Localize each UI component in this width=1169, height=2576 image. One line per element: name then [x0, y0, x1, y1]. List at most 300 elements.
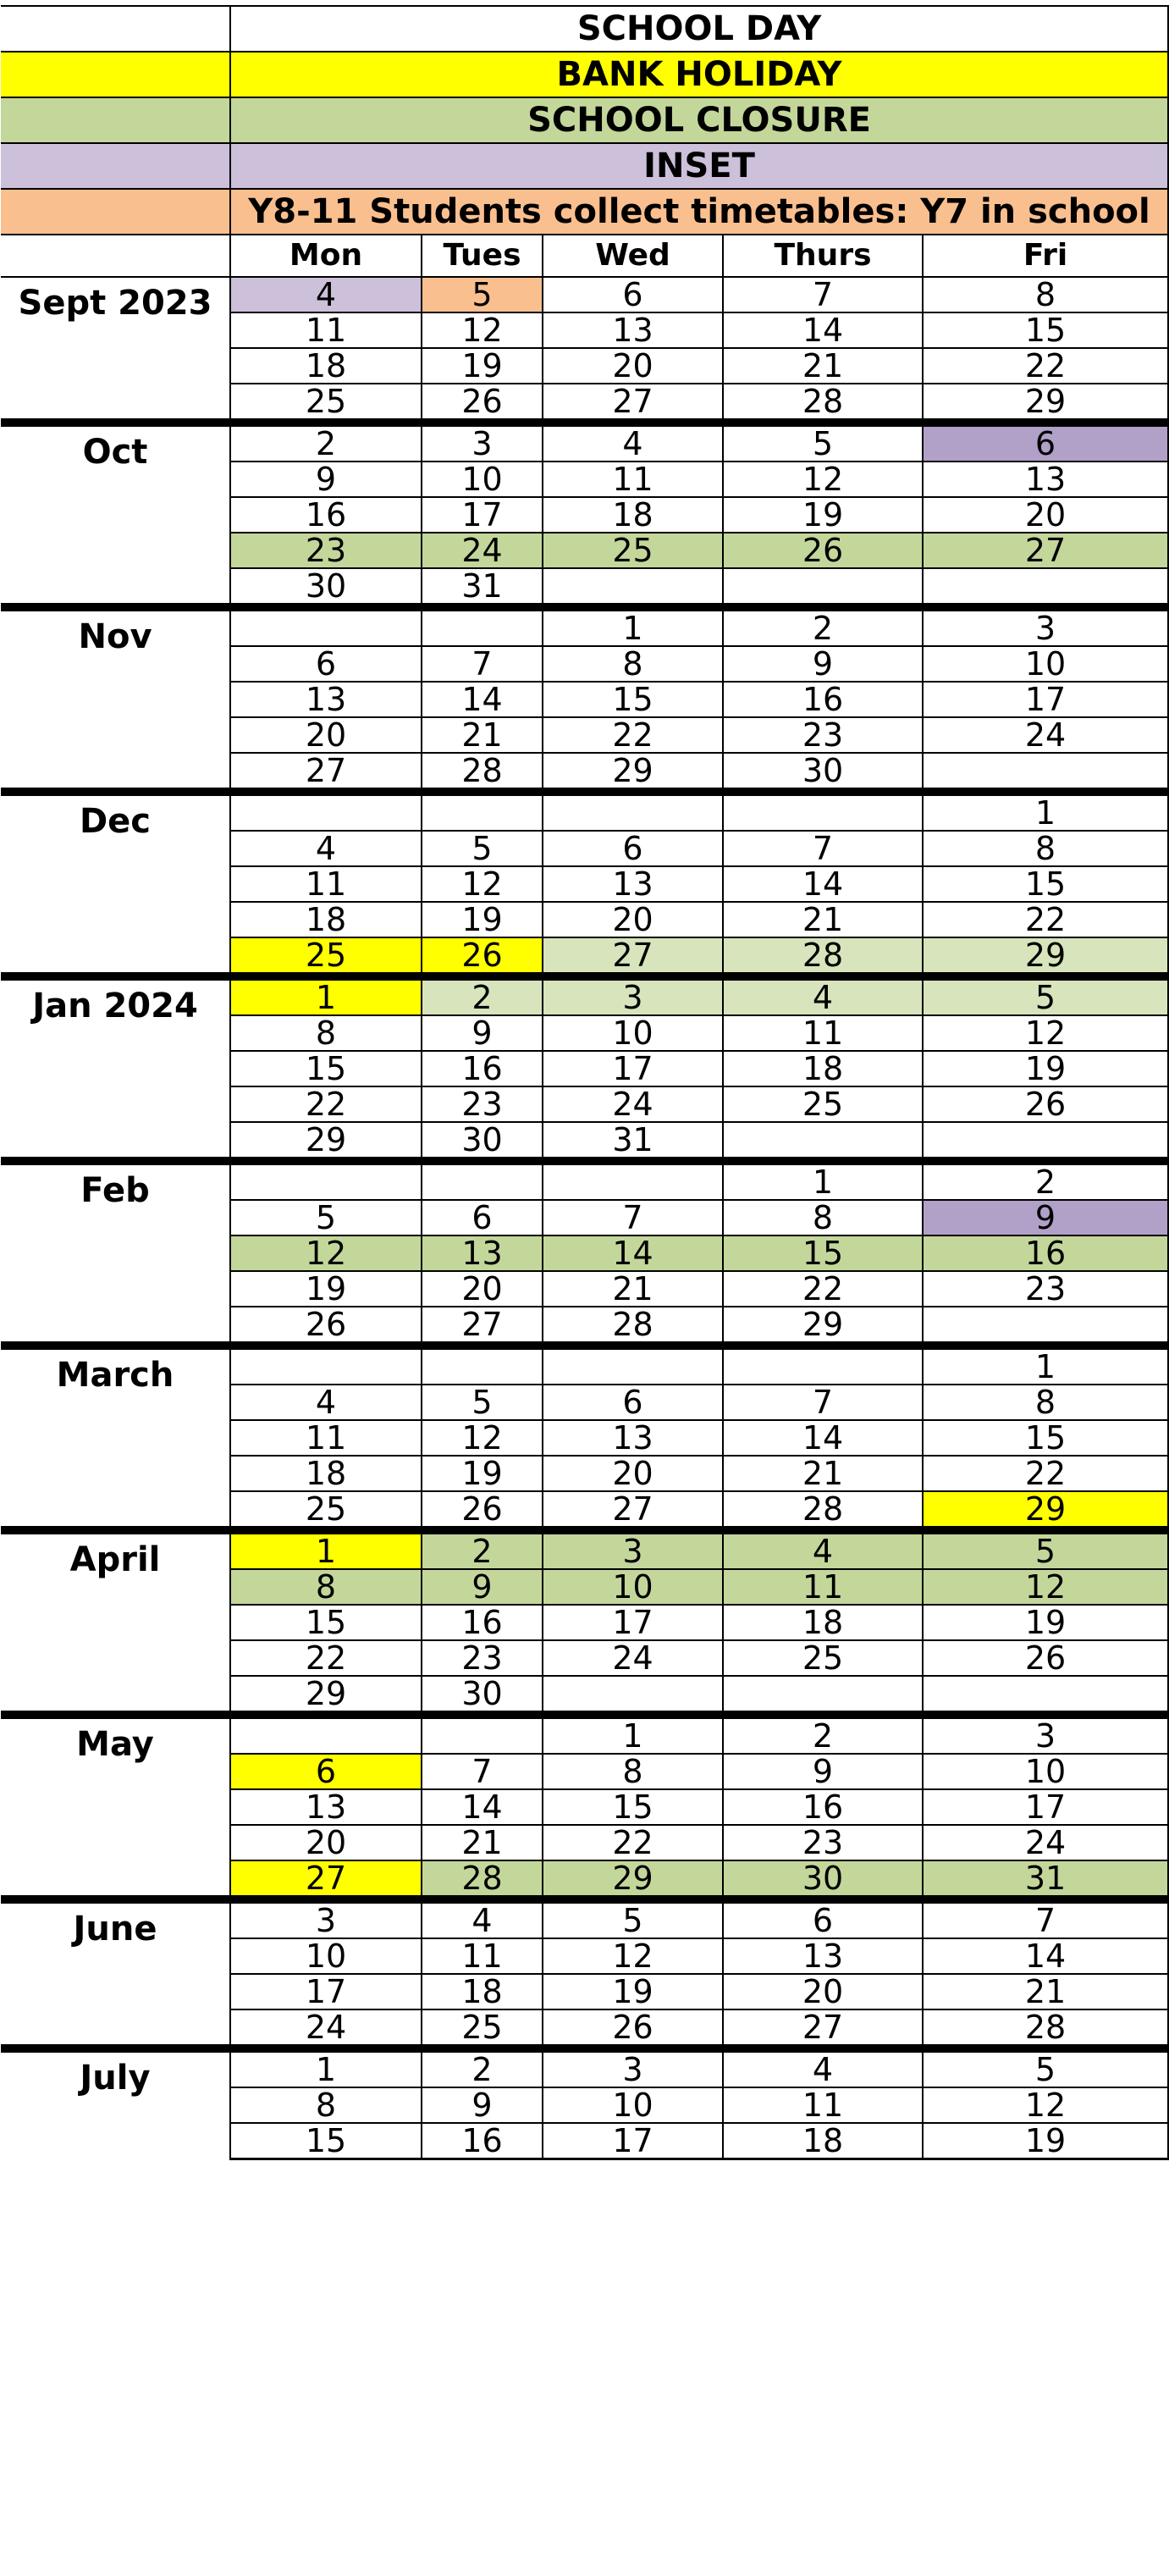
day-cell	[923, 1122, 1168, 1161]
legend-label-school-day: SCHOOL DAY	[230, 6, 1168, 52]
legend-swatch-school-closure	[1, 97, 230, 143]
day-cell: 20	[723, 1974, 923, 2009]
week-row	[1, 792, 1168, 831]
day-cell	[543, 1161, 723, 1200]
day-cell: 15	[543, 1789, 723, 1825]
day-cell: 11	[723, 1015, 923, 1051]
week-row	[1, 1899, 1168, 1938]
day-cell: 12	[543, 1938, 723, 1974]
day-cell: 4	[723, 2048, 923, 2087]
day-cell: 27	[923, 533, 1168, 568]
day-cell: 6	[923, 423, 1168, 462]
day-cell: 26	[422, 384, 543, 423]
day-cell: 19	[923, 1051, 1168, 1086]
day-cell: 12	[923, 1015, 1168, 1051]
calendar-body	[1, 6, 1168, 2159]
month-label: Sept 2023	[1, 277, 230, 423]
day-cell: 15	[923, 866, 1168, 902]
day-cell: 12	[422, 866, 543, 902]
day-cell: 13	[543, 866, 723, 902]
day-cell: 13	[543, 1420, 723, 1456]
day-cell: 19	[923, 2123, 1168, 2159]
day-cell: 6	[543, 277, 723, 312]
day-cell: 27	[543, 384, 723, 423]
day-cell: 26	[723, 533, 923, 568]
day-cell: 9	[230, 462, 422, 497]
legend-row-bank-holiday	[1, 52, 1168, 97]
day-cell: 28	[723, 384, 923, 423]
header-day-thurs: Thurs	[723, 235, 923, 277]
day-cell: 14	[723, 1420, 923, 1456]
day-cell: 8	[723, 1200, 923, 1235]
day-cell: 20	[230, 717, 422, 753]
day-cell: 29	[923, 1491, 1168, 1530]
day-cell: 27	[543, 937, 723, 976]
legend-label-inset: INSET	[230, 143, 1168, 189]
day-cell: 5	[422, 1385, 543, 1420]
day-cell: 10	[923, 646, 1168, 682]
legend-swatch-bank-holiday	[1, 52, 230, 97]
day-cell: 8	[230, 1015, 422, 1051]
day-cell: 9	[422, 2087, 543, 2123]
day-cell: 19	[422, 902, 543, 937]
day-cell: 11	[422, 1938, 543, 1974]
day-cell: 20	[543, 1456, 723, 1491]
day-cell: 24	[923, 717, 1168, 753]
day-cell: 3	[543, 1530, 723, 1569]
legend-row-inset	[1, 143, 1168, 189]
day-cell: 1	[230, 2048, 422, 2087]
day-cell: 7	[923, 1899, 1168, 1938]
day-cell: 12	[230, 1235, 422, 1271]
day-cell: 22	[923, 348, 1168, 384]
month-label: Dec	[1, 792, 230, 976]
day-cell	[543, 1346, 723, 1385]
day-cell: 28	[923, 2009, 1168, 2048]
day-cell: 19	[422, 348, 543, 384]
day-cell: 12	[422, 312, 543, 348]
day-cell: 21	[723, 1456, 923, 1491]
day-cell: 8	[923, 277, 1168, 312]
day-cell: 5	[422, 277, 543, 312]
day-cell: 14	[723, 312, 923, 348]
day-cell	[543, 792, 723, 831]
day-cell: 10	[543, 2087, 723, 2123]
day-cell: 12	[923, 1569, 1168, 1605]
day-cell: 22	[230, 1086, 422, 1122]
day-cell: 6	[230, 1754, 422, 1789]
day-cell: 1	[923, 1346, 1168, 1385]
day-cell: 22	[923, 902, 1168, 937]
header-day-wed: Wed	[543, 235, 723, 277]
week-row	[1, 1346, 1168, 1385]
day-cell: 19	[723, 497, 923, 533]
month-label: June	[1, 1899, 230, 2048]
day-cell: 12	[923, 2087, 1168, 2123]
day-cell: 10	[923, 1754, 1168, 1789]
day-cell: 19	[543, 1974, 723, 2009]
day-cell: 28	[422, 753, 543, 792]
day-cell: 25	[422, 2009, 543, 2048]
day-cell: 1	[230, 976, 422, 1015]
day-cell: 3	[230, 1899, 422, 1938]
day-cell: 5	[923, 2048, 1168, 2087]
day-cell: 8	[543, 646, 723, 682]
day-cell: 20	[923, 497, 1168, 533]
day-cell	[230, 1161, 422, 1200]
day-cell: 6	[543, 1385, 723, 1420]
month-label: Jan 2024	[1, 976, 230, 1161]
day-cell: 30	[230, 568, 422, 607]
day-cell	[543, 1676, 723, 1715]
day-cell: 22	[230, 1640, 422, 1676]
day-cell: 25	[230, 384, 422, 423]
day-cell: 7	[422, 1754, 543, 1789]
month-label: April	[1, 1530, 230, 1715]
day-cell	[723, 792, 923, 831]
day-cell: 16	[723, 1789, 923, 1825]
legend-row-timetable	[1, 189, 1168, 235]
day-cell: 10	[422, 462, 543, 497]
day-cell: 13	[422, 1235, 543, 1271]
day-cell: 18	[723, 1051, 923, 1086]
day-cell: 26	[923, 1640, 1168, 1676]
day-cell: 27	[230, 753, 422, 792]
day-cell: 14	[543, 1235, 723, 1271]
day-cell: 27	[543, 1491, 723, 1530]
day-cell: 4	[543, 423, 723, 462]
week-row	[1, 2048, 1168, 2087]
day-cell: 4	[230, 277, 422, 312]
day-cell: 29	[723, 1307, 923, 1346]
day-cell: 30	[422, 1122, 543, 1161]
day-cell	[923, 1676, 1168, 1715]
day-cell: 25	[723, 1086, 923, 1122]
day-cell: 18	[230, 1456, 422, 1491]
day-cell: 3	[543, 2048, 723, 2087]
day-cell: 4	[230, 831, 422, 866]
day-cell: 11	[723, 1569, 923, 1605]
day-cell	[230, 1346, 422, 1385]
day-cell: 2	[723, 607, 923, 646]
day-cell: 25	[230, 937, 422, 976]
day-cell: 4	[723, 976, 923, 1015]
day-cell: 12	[422, 1420, 543, 1456]
day-cell	[923, 753, 1168, 792]
day-cell: 18	[723, 1605, 923, 1640]
day-cell: 21	[923, 1974, 1168, 2009]
day-cell: 24	[543, 1640, 723, 1676]
day-cell	[230, 792, 422, 831]
day-cell: 15	[543, 682, 723, 717]
day-cell: 2	[923, 1161, 1168, 1200]
day-cell: 10	[543, 1569, 723, 1605]
day-cell: 27	[230, 1860, 422, 1899]
day-cell: 11	[230, 1420, 422, 1456]
day-cell: 10	[230, 1938, 422, 1974]
day-cell: 16	[422, 2123, 543, 2159]
day-cell: 17	[543, 2123, 723, 2159]
legend-label-bank-holiday: BANK HOLIDAY	[230, 52, 1168, 97]
day-cell: 28	[723, 1491, 923, 1530]
day-cell: 23	[723, 717, 923, 753]
day-cell: 8	[543, 1754, 723, 1789]
day-cell: 31	[923, 1860, 1168, 1899]
day-cell: 7	[543, 1200, 723, 1235]
day-cell: 9	[422, 1015, 543, 1051]
day-cell	[230, 607, 422, 646]
day-cell: 9	[723, 1754, 923, 1789]
day-cell: 29	[923, 384, 1168, 423]
header-blank-cell	[1, 235, 230, 277]
day-cell: 26	[422, 937, 543, 976]
weekday-header-row	[1, 235, 1168, 277]
day-cell: 11	[230, 866, 422, 902]
day-cell	[723, 1346, 923, 1385]
day-cell: 13	[543, 312, 723, 348]
day-cell: 14	[723, 866, 923, 902]
legend-row-school-day	[1, 6, 1168, 52]
week-row	[1, 1161, 1168, 1200]
month-label: July	[1, 2048, 230, 2159]
day-cell: 8	[230, 2087, 422, 2123]
day-cell: 15	[923, 1420, 1168, 1456]
day-cell: 22	[723, 1271, 923, 1307]
day-cell: 2	[230, 423, 422, 462]
day-cell: 6	[543, 831, 723, 866]
day-cell: 4	[230, 1385, 422, 1420]
week-row	[1, 423, 1168, 462]
day-cell: 18	[723, 2123, 923, 2159]
day-cell: 7	[723, 831, 923, 866]
day-cell: 17	[543, 1051, 723, 1086]
month-label: Feb	[1, 1161, 230, 1346]
day-cell: 1	[723, 1161, 923, 1200]
day-cell: 1	[543, 607, 723, 646]
day-cell: 2	[723, 1715, 923, 1754]
day-cell: 9	[422, 1569, 543, 1605]
day-cell: 15	[230, 1051, 422, 1086]
day-cell: 18	[230, 902, 422, 937]
day-cell: 22	[543, 1825, 723, 1860]
day-cell: 20	[543, 902, 723, 937]
day-cell: 14	[923, 1938, 1168, 1974]
day-cell: 8	[230, 1569, 422, 1605]
day-cell: 27	[422, 1307, 543, 1346]
day-cell	[923, 1307, 1168, 1346]
day-cell: 21	[543, 1271, 723, 1307]
day-cell: 28	[543, 1307, 723, 1346]
day-cell	[422, 1346, 543, 1385]
day-cell: 5	[543, 1899, 723, 1938]
day-cell: 16	[230, 497, 422, 533]
day-cell: 20	[422, 1271, 543, 1307]
day-cell: 24	[230, 2009, 422, 2048]
day-cell	[723, 1122, 923, 1161]
day-cell: 10	[543, 1015, 723, 1051]
day-cell: 11	[723, 2087, 923, 2123]
day-cell: 28	[723, 937, 923, 976]
day-cell: 1	[923, 792, 1168, 831]
month-label: Oct	[1, 423, 230, 607]
day-cell: 21	[723, 902, 923, 937]
day-cell: 16	[422, 1051, 543, 1086]
day-cell: 19	[422, 1456, 543, 1491]
day-cell: 18	[230, 348, 422, 384]
day-cell: 31	[422, 568, 543, 607]
day-cell: 17	[923, 1789, 1168, 1825]
month-label: March	[1, 1346, 230, 1530]
header-day-fri: Fri	[923, 235, 1168, 277]
school-calendar-table	[1, 5, 1169, 2160]
day-cell: 16	[723, 682, 923, 717]
day-cell: 11	[543, 462, 723, 497]
day-cell: 3	[422, 423, 543, 462]
day-cell: 26	[230, 1307, 422, 1346]
day-cell	[230, 1715, 422, 1754]
day-cell: 22	[923, 1456, 1168, 1491]
day-cell: 27	[723, 2009, 923, 2048]
day-cell: 29	[923, 937, 1168, 976]
day-cell: 14	[422, 682, 543, 717]
day-cell: 7	[422, 646, 543, 682]
day-cell: 2	[422, 2048, 543, 2087]
day-cell: 1	[543, 1715, 723, 1754]
day-cell: 13	[923, 462, 1168, 497]
day-cell: 15	[723, 1235, 923, 1271]
day-cell: 5	[422, 831, 543, 866]
day-cell: 5	[923, 1530, 1168, 1569]
day-cell: 16	[923, 1235, 1168, 1271]
day-cell: 6	[723, 1899, 923, 1938]
day-cell: 22	[543, 717, 723, 753]
day-cell: 17	[230, 1974, 422, 2009]
day-cell: 2	[422, 976, 543, 1015]
day-cell: 29	[230, 1676, 422, 1715]
day-cell: 12	[723, 462, 923, 497]
day-cell: 19	[923, 1605, 1168, 1640]
day-cell: 3	[543, 976, 723, 1015]
day-cell: 9	[923, 1200, 1168, 1235]
day-cell: 8	[923, 831, 1168, 866]
day-cell: 20	[230, 1825, 422, 1860]
day-cell: 13	[723, 1938, 923, 1974]
month-label: Nov	[1, 607, 230, 792]
day-cell: 23	[422, 1086, 543, 1122]
day-cell	[723, 568, 923, 607]
day-cell: 6	[230, 646, 422, 682]
header-day-tues: Tues	[422, 235, 543, 277]
legend-row-school-closure	[1, 97, 1168, 143]
day-cell	[422, 792, 543, 831]
day-cell: 30	[422, 1676, 543, 1715]
day-cell: 21	[422, 717, 543, 753]
day-cell: 30	[723, 1860, 923, 1899]
day-cell: 17	[422, 497, 543, 533]
day-cell: 16	[422, 1605, 543, 1640]
day-cell	[923, 568, 1168, 607]
day-cell: 7	[723, 1385, 923, 1420]
day-cell: 5	[230, 1200, 422, 1235]
day-cell: 8	[923, 1385, 1168, 1420]
day-cell: 15	[230, 1605, 422, 1640]
day-cell: 13	[230, 682, 422, 717]
day-cell: 25	[723, 1640, 923, 1676]
week-row	[1, 607, 1168, 646]
day-cell: 15	[230, 2123, 422, 2159]
day-cell	[723, 1676, 923, 1715]
day-cell: 21	[422, 1825, 543, 1860]
day-cell: 29	[543, 753, 723, 792]
legend-label-timetable: Y8-11 Students collect timetables: Y7 in school	[230, 189, 1168, 235]
day-cell: 4	[723, 1530, 923, 1569]
day-cell: 5	[923, 976, 1168, 1015]
day-cell: 24	[422, 533, 543, 568]
day-cell	[422, 607, 543, 646]
day-cell: 21	[723, 348, 923, 384]
day-cell: 18	[422, 1974, 543, 2009]
day-cell: 31	[543, 1122, 723, 1161]
week-row	[1, 277, 1168, 312]
day-cell: 26	[422, 1491, 543, 1530]
day-cell: 6	[422, 1200, 543, 1235]
day-cell: 26	[543, 2009, 723, 2048]
day-cell: 3	[923, 1715, 1168, 1754]
day-cell: 4	[422, 1899, 543, 1938]
day-cell: 29	[230, 1122, 422, 1161]
day-cell: 14	[422, 1789, 543, 1825]
day-cell: 23	[230, 533, 422, 568]
day-cell: 7	[723, 277, 923, 312]
day-cell: 18	[543, 497, 723, 533]
day-cell: 23	[923, 1271, 1168, 1307]
day-cell: 9	[723, 646, 923, 682]
legend-swatch-timetable	[1, 189, 230, 235]
day-cell: 30	[723, 753, 923, 792]
day-cell: 17	[543, 1605, 723, 1640]
header-day-mon: Mon	[230, 235, 422, 277]
day-cell: 28	[422, 1860, 543, 1899]
day-cell: 24	[543, 1086, 723, 1122]
day-cell	[543, 568, 723, 607]
day-cell: 29	[543, 1860, 723, 1899]
day-cell: 25	[543, 533, 723, 568]
day-cell: 3	[923, 607, 1168, 646]
day-cell: 20	[543, 348, 723, 384]
day-cell: 19	[230, 1271, 422, 1307]
legend-swatch-inset	[1, 143, 230, 189]
day-cell: 26	[923, 1086, 1168, 1122]
day-cell: 13	[230, 1789, 422, 1825]
day-cell: 15	[923, 312, 1168, 348]
month-label: May	[1, 1715, 230, 1899]
week-row	[1, 1530, 1168, 1569]
day-cell: 1	[230, 1530, 422, 1569]
day-cell	[422, 1715, 543, 1754]
day-cell: 23	[723, 1825, 923, 1860]
day-cell: 25	[230, 1491, 422, 1530]
day-cell: 24	[923, 1825, 1168, 1860]
week-row	[1, 976, 1168, 1015]
day-cell: 11	[230, 312, 422, 348]
day-cell: 2	[422, 1530, 543, 1569]
legend-label-school-closure: SCHOOL CLOSURE	[230, 97, 1168, 143]
day-cell: 5	[723, 423, 923, 462]
day-cell: 17	[923, 682, 1168, 717]
legend-swatch-school-day	[1, 6, 230, 52]
day-cell: 23	[422, 1640, 543, 1676]
week-row	[1, 1715, 1168, 1754]
